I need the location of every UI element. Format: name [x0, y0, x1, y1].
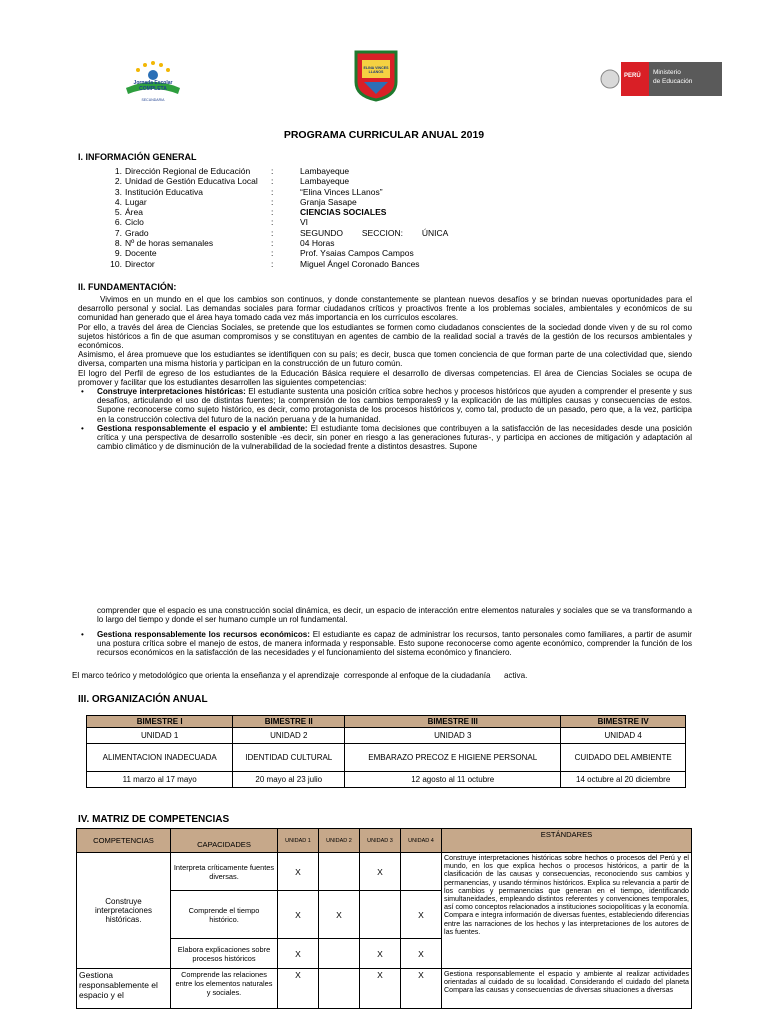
table-row: [87, 772, 686, 788]
annual-organization-table: [86, 715, 686, 788]
table-cell: CUIDADO DEL AMBIENTE: [561, 744, 686, 772]
table-cell: IDENTIDAD CULTURAL: [233, 744, 345, 772]
table-header: UNIDAD 4: [401, 829, 442, 853]
table-header: UNIDAD 2: [319, 829, 360, 853]
paragraph: Asimismo, el área promueve que los estudiantes se identifiquen con su país; es decir, busca que tomen conciencia de que forman parte de una colectividad que, siendo diversa, comparten una misma historia y participan en la construcción de un futuro común.: [78, 350, 692, 369]
unit-mark: X: [278, 853, 319, 891]
table-cell: UNIDAD 4: [561, 728, 686, 744]
paragraph: Por ello, a través del área de Ciencias Sociales, se pretende que los estudiantes se formen como ciudadanos conscientes de la sociedad donde viven y de su rol como sujetos históricos a fin de que asuman compromisos y se constituyan en agentes de cambio de la realidad social a través de la gestión de los recursos ambientales y económicos.: [78, 322, 692, 351]
table-cell: UNIDAD 1: [87, 728, 233, 744]
table-row: [87, 728, 686, 744]
capacity-cell: Comprende las relaciones entre los elementos naturales y sociales.: [171, 969, 278, 1009]
ministry-line-1: Ministerio: [653, 69, 681, 76]
table-row: [77, 853, 692, 891]
standard-cell: Gestiona responsablemente el espacio y ambiente al realizar actividades orientadas al cuidado de su localidad. Considerando el cuidado del planeta Compara las causas y consecuencias de diversas situaciones a diversas: [442, 969, 692, 1009]
fundamentacion-continued: [97, 606, 692, 624]
competency-bullet: • Gestiona responsablemente el espacio y el ambiente: El estudiante toma decisiones que contribuyen a la satisfacción de las necesidades desde una posición crítica y una perspectiva de desarrollo sostenible -es decir, sin poner en riesgo a las generaciones futuras-, y participa en acciones de mitigación y adaptación al cambio climático y de disminución de la vulnerabilidad de la sociedad frente a distintos desastres. Supone: [78, 424, 692, 452]
unit-mark: [360, 891, 401, 939]
competency-cell: Construye interpretaciones históricas.: [77, 853, 171, 969]
paragraph: El logro del Perfil de egreso de los estudiantes de la Educación Básica requiere el desarrollo de diversas competencias. El área de Ciencias Sociales se ocupa de promover y facilitar que los estudiantes desarrollen las siguientes competencias:: [78, 368, 692, 387]
table-cell: 14 octubre al 20 diciembre: [561, 772, 686, 788]
table-cell: ALIMENTACION INADECUADA: [87, 744, 233, 772]
section-2-heading: II. FUNDAMENTACIÓN:: [78, 282, 177, 292]
table-header: BIMESTRE IV: [561, 716, 686, 728]
table-cell: 20 mayo al 23 julio: [233, 772, 345, 788]
competency-cell: Gestiona responsablemente el espacio y el: [77, 969, 171, 1009]
table-header: UNIDAD 3: [360, 829, 401, 853]
table-cell: UNIDAD 3: [345, 728, 561, 744]
standard-cell: Construye interpretaciones históricas sobre hechos o procesos del Perú y el mundo, en los que explica hechos o procesos históricos, a partir de la clasificación de las causas y consecuencias, reconociendo sus cambios y permanencias, y usando términos históricos. Explica su relevancia a partir de los cambios y permanencias que generan en el tiempo, identificando simultaneidades, empleando distintos referentes y convenciones temporales, así como conceptos relacionados a instituciones sociopolíticas y la economía. Compara e integra información de diversas fuentes, estableciendo diferencias entre las narraciones de los hechos y las interpretaciones de los autores de las fuentes.: [442, 853, 692, 969]
table-header: COMPETENCIAS: [77, 829, 171, 853]
fundamentacion-text: [78, 295, 692, 451]
table-row: [77, 969, 692, 1009]
capacity-cell: Interpreta críticamente fuentes diversas.: [171, 853, 278, 891]
document-title: PROGRAMA CURRICULAR ANUAL 2019: [283, 129, 485, 141]
peru-label: PERÚ: [624, 73, 641, 79]
table-cell: 12 agosto al 11 octubre: [345, 772, 561, 788]
table-row: [87, 744, 686, 772]
table-header-row: [77, 829, 692, 853]
unit-mark: X: [278, 891, 319, 939]
unit-mark: [319, 969, 360, 1009]
paragraph: comprender que el espacio es una construcción social dinámica, es decir, un espacio de interacción entre elementos naturales y sociales que se va transformando a lo largo del tiempo y donde el ser humano cumple un rol fundamental.: [97, 606, 692, 625]
table-header: CAPACIDADES: [171, 829, 278, 853]
section-3-heading: III. ORGANIZACIÓN ANUAL: [78, 694, 208, 705]
unit-mark: X: [401, 969, 442, 1009]
resources-bullet-block: [78, 630, 692, 658]
section-4-heading: IV. MATRIZ DE COMPETENCIAS: [78, 814, 230, 825]
capacity-cell: Elabora explicaciones sobre procesos históricos: [171, 939, 278, 969]
table-header: UNIDAD 1: [278, 829, 319, 853]
table-cell: EMBARAZO PRECOZ E HIGIENE PERSONAL: [345, 744, 561, 772]
table-cell: 11 marzo al 17 mayo: [87, 772, 233, 788]
unit-mark: X: [278, 969, 319, 1009]
logo-left-text: Jornada Escolar COMPLETA: [133, 80, 173, 92]
competency-bullet: • Construye interpretaciones históricas: El estudiante sustenta una posición crítica sobre hechos y procesos históricos que ayuden a comprender el presente y sus desafíos, articulando el uso de distintas fuentes; la comprensión de los cambios temporales9 y la explicación de las múltiples causas y consecuencias de estos. Supone reconocerse como sujeto histórico, es decir, como protagonista de los procesos históricos y, como tal, producto de un pasado, pero que, a la vez, participa en la construcción colectiva del futuro de la nación peruana y de la humanidad.: [78, 387, 692, 424]
paragraph: Vivimos en un mundo en el que los cambios son continuos, y donde constantemente se plantean nuevos desafíos y se brindan nuevas oportunidades para el desarrollo personal y social. Las demandas sociales para formar ciudadanos críticos y proactivos frente a los problemas sociales, ambientales y económicos de su comunidad han generado que el área haya tomado cada vez más importancia en los currículos escolares.: [78, 295, 692, 323]
unit-mark: X: [278, 939, 319, 969]
unit-mark: X: [360, 853, 401, 891]
table-header: BIMESTRE III: [345, 716, 561, 728]
unit-mark: X: [401, 891, 442, 939]
table-cell: UNIDAD 2: [233, 728, 345, 744]
jornada-escolar-completa-logo: [118, 58, 188, 103]
ministry-line-2: de Educación: [653, 78, 693, 85]
unit-mark: X: [319, 891, 360, 939]
competency-matrix-table: [76, 828, 692, 1009]
marco-teorico-line: El marco teórico y metodológico que orienta la enseñanza y el aprendizaje corresponde al enfoque de la ciudadanía activa.: [72, 671, 528, 680]
unit-mark: [319, 939, 360, 969]
table-header: ESTÁNDARES: [442, 829, 692, 853]
ministerio-educacion-logo: [600, 62, 722, 96]
crest-text: ELINA VINCES LLANOS: [363, 66, 389, 74]
competency-bullet: • Gestiona responsablemente los recursos económicos: El estudiante es capaz de administrar los recursos, tanto personales como familiares, a partir de asumir una postura crítica sobre el manejo de estos, de manera informada y responsable. Esto supone reconocerse como agente económico, comprender la función de los recursos económicos en la satisfacción de las necesidades y el funcionamiento del sistema económico y financiero.: [78, 630, 692, 658]
unit-mark: X: [360, 939, 401, 969]
capacity-cell: Comprende el tiempo histórico.: [171, 891, 278, 939]
unit-mark: X: [401, 939, 442, 969]
unit-mark: [319, 853, 360, 891]
unit-mark: X: [360, 969, 401, 1009]
logo-left-sub: SECUNDARIA: [141, 98, 165, 102]
unit-mark: [401, 853, 442, 891]
table-header: BIMESTRE II: [233, 716, 345, 728]
section-1-heading: I. INFORMACIÓN GENERAL: [78, 152, 197, 162]
table-header: BIMESTRE I: [87, 716, 233, 728]
table-header-row: [87, 716, 686, 728]
school-crest-logo: [352, 48, 400, 102]
